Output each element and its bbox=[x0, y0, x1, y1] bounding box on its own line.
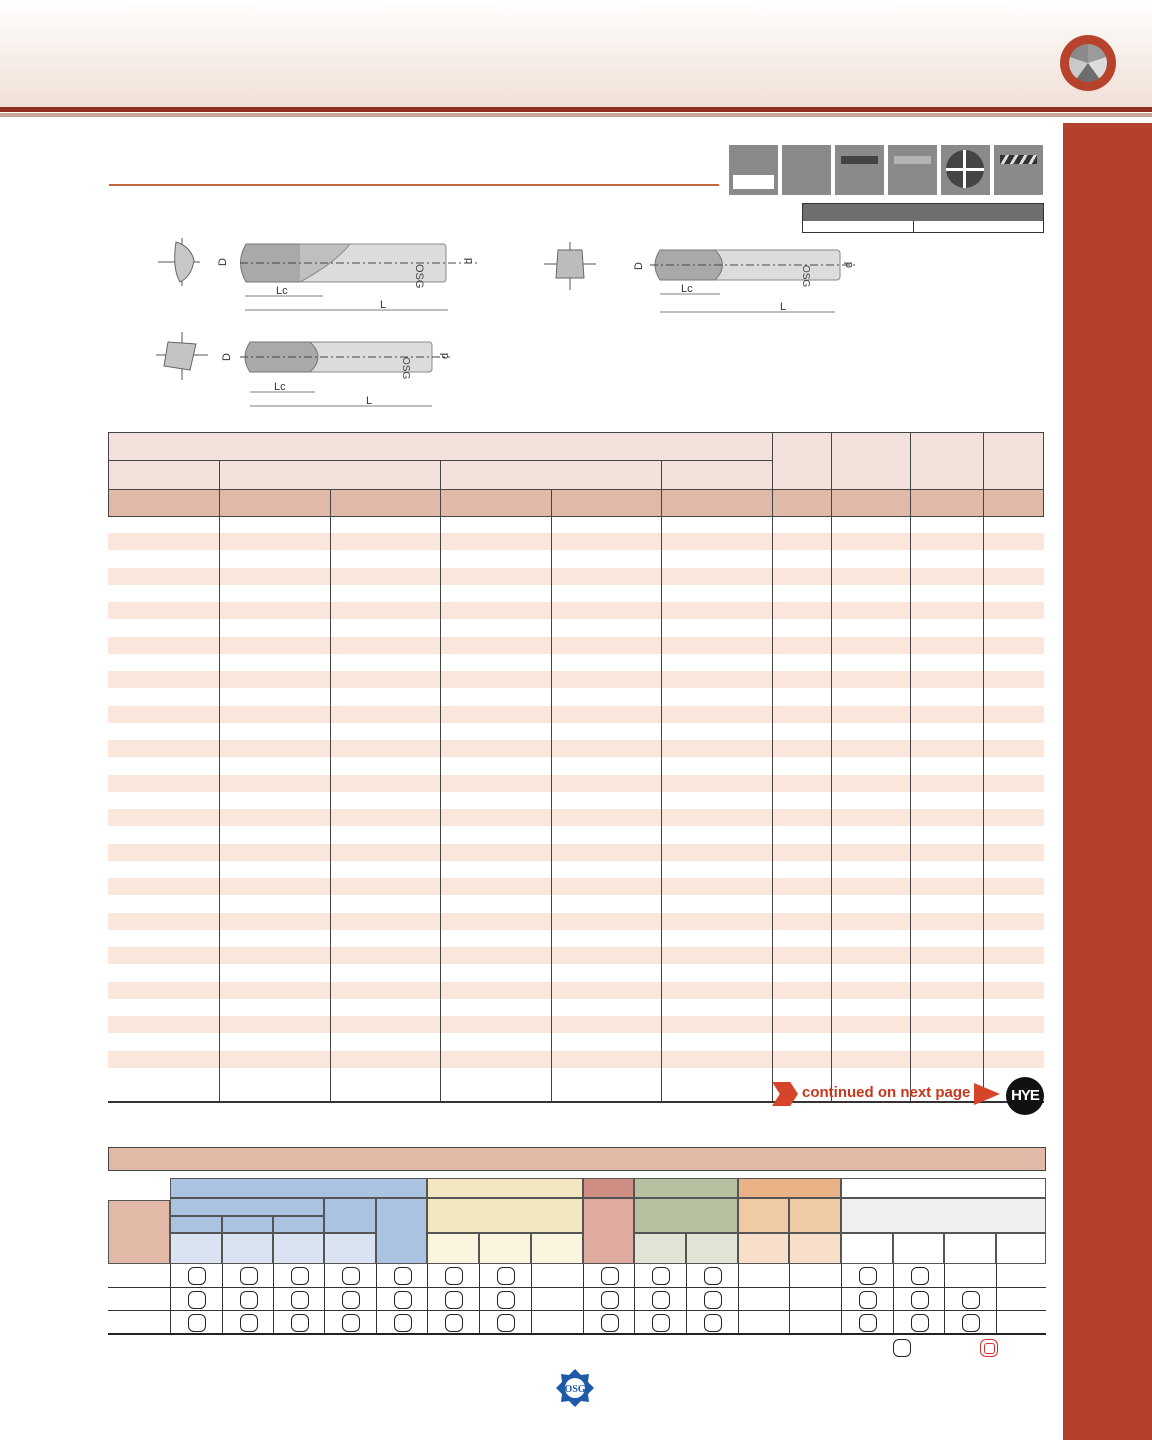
table-row bbox=[108, 706, 1044, 723]
material-cell bbox=[531, 1311, 583, 1335]
material-cell bbox=[841, 1264, 893, 1288]
material-group-cast-iron bbox=[583, 1178, 634, 1198]
material-column-header bbox=[841, 1233, 893, 1264]
table-row bbox=[108, 671, 1044, 688]
dim-L: L bbox=[366, 395, 373, 407]
material-column-header bbox=[170, 1233, 222, 1264]
table-row bbox=[108, 982, 1044, 999]
circle-mark-icon bbox=[497, 1291, 515, 1309]
material-cell bbox=[222, 1264, 273, 1288]
material-subgroup bbox=[427, 1198, 583, 1233]
dim-D: D bbox=[217, 258, 229, 266]
table-column-divider bbox=[330, 489, 331, 1101]
series-badge: HYE bbox=[1006, 1077, 1044, 1115]
material-subgroup bbox=[324, 1198, 376, 1233]
circle-mark-icon bbox=[445, 1267, 463, 1285]
material-cell bbox=[324, 1311, 376, 1335]
material-cell bbox=[944, 1311, 996, 1335]
circle-mark-icon bbox=[859, 1291, 877, 1309]
table-row bbox=[108, 602, 1044, 619]
material-column-header bbox=[944, 1233, 996, 1264]
ball-end-spec-icon bbox=[941, 145, 990, 195]
material-cell bbox=[789, 1288, 841, 1311]
continued-label: continued on next page bbox=[802, 1084, 971, 1101]
material-cell bbox=[841, 1288, 893, 1311]
material-group-steel bbox=[170, 1178, 427, 1198]
circle-mark-icon bbox=[291, 1291, 309, 1309]
material-cell bbox=[738, 1264, 789, 1288]
circle-mark-icon bbox=[652, 1267, 670, 1285]
helix-spec-icon bbox=[994, 145, 1043, 195]
material-cell bbox=[427, 1264, 479, 1288]
material-cell bbox=[583, 1288, 634, 1311]
material-cell bbox=[479, 1311, 531, 1335]
table-column-divider bbox=[661, 460, 662, 1101]
material-cell bbox=[634, 1264, 686, 1288]
table-border bbox=[108, 432, 1044, 433]
section-side-tab bbox=[1063, 123, 1152, 1440]
material-cell bbox=[273, 1288, 324, 1311]
svg-text:OSG: OSG bbox=[564, 1384, 586, 1395]
material-cell bbox=[996, 1288, 1046, 1311]
table-row bbox=[108, 844, 1044, 861]
table-row bbox=[108, 775, 1044, 792]
material-column-header bbox=[789, 1233, 841, 1264]
circle-mark-icon bbox=[445, 1291, 463, 1309]
dim-D: D bbox=[633, 262, 645, 270]
circle-mark-icon bbox=[445, 1314, 463, 1332]
dim-D: D bbox=[221, 353, 233, 361]
circle-mark-icon bbox=[911, 1267, 929, 1285]
tool-drawing-4-flute bbox=[540, 240, 870, 320]
material-column-header bbox=[996, 1233, 1046, 1264]
circle-mark-icon bbox=[911, 1314, 929, 1332]
material-group-hardened bbox=[841, 1178, 1046, 1198]
material-subgroup bbox=[170, 1216, 222, 1233]
material-table-title-bar bbox=[108, 1147, 1046, 1171]
material-subgroup bbox=[222, 1216, 273, 1233]
material-cell bbox=[531, 1288, 583, 1311]
material-cell bbox=[170, 1264, 222, 1288]
circle-mark-icon bbox=[652, 1314, 670, 1332]
material-cell bbox=[222, 1288, 273, 1311]
table-border bbox=[1043, 432, 1044, 516]
material-spec-icon bbox=[782, 145, 831, 195]
circle-mark-icon bbox=[704, 1291, 722, 1309]
circle-mark-icon bbox=[859, 1267, 877, 1285]
table-row bbox=[108, 878, 1044, 895]
light-shank-spec-icon bbox=[888, 145, 937, 195]
material-column-header bbox=[427, 1233, 479, 1264]
tool-drawing-2-flute bbox=[150, 228, 500, 318]
circle-mark-icon bbox=[497, 1314, 515, 1332]
table-border bbox=[108, 432, 109, 516]
circle-mark-icon bbox=[188, 1267, 206, 1285]
brand-mark: OSG bbox=[800, 265, 811, 288]
material-cell bbox=[996, 1264, 1046, 1288]
dim-L: L bbox=[380, 299, 387, 311]
material-cell bbox=[479, 1264, 531, 1288]
table-column-divider bbox=[910, 432, 911, 1101]
table-subheader bbox=[108, 489, 1044, 516]
material-subgroup bbox=[738, 1198, 789, 1233]
circle-mark-icon bbox=[240, 1314, 258, 1332]
material-subgroup bbox=[789, 1198, 841, 1233]
cutting-tool-end-icon bbox=[1060, 35, 1116, 91]
material-table bbox=[108, 1178, 1046, 1334]
brand-mark: OSG bbox=[413, 264, 425, 289]
material-cell bbox=[893, 1264, 944, 1288]
material-cell bbox=[686, 1311, 738, 1335]
circle-mark-icon bbox=[240, 1267, 258, 1285]
material-cell bbox=[170, 1311, 222, 1335]
material-cell bbox=[893, 1311, 944, 1335]
circle-mark-icon bbox=[962, 1291, 980, 1309]
table-column-divider bbox=[219, 489, 220, 1101]
circle-mark-icon bbox=[601, 1291, 619, 1309]
material-column-header bbox=[893, 1233, 944, 1264]
circle-mark-icon bbox=[342, 1267, 360, 1285]
circle-mark-icon bbox=[394, 1314, 412, 1332]
material-column-header bbox=[634, 1233, 686, 1264]
table-bottom-rule bbox=[108, 1101, 1044, 1103]
circle-mark-icon bbox=[704, 1314, 722, 1332]
material-cell bbox=[273, 1264, 324, 1288]
material-header-label-cell bbox=[108, 1200, 170, 1264]
table-column-divider bbox=[440, 460, 441, 1101]
circle-mark-icon bbox=[704, 1267, 722, 1285]
material-column-header bbox=[324, 1233, 376, 1264]
circle-mark-icon bbox=[342, 1314, 360, 1332]
circle-mark-icon bbox=[342, 1291, 360, 1309]
material-column-header bbox=[738, 1233, 789, 1264]
material-cell bbox=[273, 1311, 324, 1335]
tolerance-table bbox=[802, 203, 1044, 233]
circle-mark-icon bbox=[394, 1291, 412, 1309]
circle-mark-icon bbox=[291, 1267, 309, 1285]
material-cell bbox=[222, 1311, 273, 1335]
material-subgroup bbox=[583, 1198, 634, 1264]
circle-mark-icon bbox=[601, 1267, 619, 1285]
circle-mark-icon bbox=[291, 1314, 309, 1332]
material-subgroup bbox=[273, 1216, 324, 1233]
material-cell bbox=[324, 1288, 376, 1311]
dark-shank-spec-icon bbox=[835, 145, 884, 195]
table-row bbox=[108, 568, 1044, 585]
circle-mark-icon bbox=[962, 1314, 980, 1332]
material-column-header bbox=[273, 1233, 324, 1264]
material-subgroup bbox=[634, 1198, 738, 1233]
material-cell bbox=[738, 1311, 789, 1335]
material-column-header bbox=[479, 1233, 531, 1264]
dimension-table bbox=[108, 432, 1044, 1074]
circle-mark-icon bbox=[497, 1267, 515, 1285]
material-cell bbox=[893, 1288, 944, 1311]
material-cell bbox=[944, 1288, 996, 1311]
material-cell bbox=[479, 1288, 531, 1311]
coating-spec-icon bbox=[729, 145, 778, 195]
circle-mark-icon bbox=[652, 1291, 670, 1309]
table-column-divider bbox=[983, 432, 984, 1101]
dim-Lc: Lc bbox=[681, 283, 693, 295]
material-cell bbox=[170, 1288, 222, 1311]
material-subgroup bbox=[376, 1198, 427, 1264]
table-row bbox=[108, 913, 1044, 930]
material-group-heat-resistant bbox=[738, 1178, 841, 1198]
table-row bbox=[108, 1051, 1044, 1068]
table-row bbox=[108, 1016, 1044, 1033]
osg-logo bbox=[555, 1368, 595, 1408]
material-cell bbox=[841, 1311, 893, 1335]
material-group-nonferrous bbox=[634, 1178, 738, 1198]
material-cell bbox=[686, 1264, 738, 1288]
material-column-header bbox=[686, 1233, 738, 1264]
circle-mark-icon bbox=[601, 1314, 619, 1332]
material-cell bbox=[583, 1264, 634, 1288]
material-column-header bbox=[222, 1233, 273, 1264]
double-circle-mark-icon bbox=[980, 1339, 998, 1357]
circle-mark-icon bbox=[188, 1291, 206, 1309]
material-subgroup bbox=[170, 1198, 324, 1216]
dim-Lc: Lc bbox=[276, 285, 288, 297]
material-cell bbox=[531, 1264, 583, 1288]
material-cell bbox=[376, 1288, 427, 1311]
material-column-header bbox=[531, 1233, 583, 1264]
material-table-bottom-rule bbox=[108, 1333, 1046, 1335]
title-underline bbox=[109, 184, 719, 186]
material-cell bbox=[634, 1311, 686, 1335]
circle-mark-icon bbox=[911, 1291, 929, 1309]
material-cell bbox=[738, 1288, 789, 1311]
table-column-divider bbox=[219, 460, 220, 489]
circle-mark-icon bbox=[240, 1291, 258, 1309]
dim-L: L bbox=[780, 301, 787, 313]
table-row bbox=[108, 740, 1044, 757]
table-column-divider bbox=[831, 432, 832, 1101]
table-column-divider bbox=[772, 432, 773, 1101]
tool-drawing-3-flute bbox=[150, 330, 470, 410]
table-row bbox=[108, 637, 1044, 654]
table-border bbox=[108, 516, 1044, 517]
table-row bbox=[108, 533, 1044, 550]
table-column-divider bbox=[551, 489, 552, 1101]
circle-mark-icon bbox=[893, 1339, 911, 1357]
material-cell bbox=[427, 1288, 479, 1311]
material-cell bbox=[376, 1311, 427, 1335]
table-row bbox=[108, 947, 1044, 964]
material-subgroup bbox=[841, 1198, 1046, 1233]
material-cell bbox=[686, 1288, 738, 1311]
material-cell bbox=[427, 1311, 479, 1335]
circle-mark-icon bbox=[188, 1314, 206, 1332]
dim-d: d bbox=[463, 257, 475, 264]
brand-mark: OSG bbox=[400, 357, 411, 380]
circle-mark-icon bbox=[859, 1314, 877, 1332]
header-rule bbox=[0, 107, 1152, 112]
material-cell bbox=[376, 1264, 427, 1288]
dim-d: d bbox=[439, 352, 451, 359]
material-cell bbox=[789, 1311, 841, 1335]
material-cell bbox=[583, 1311, 634, 1335]
table-row bbox=[108, 809, 1044, 826]
material-cell bbox=[634, 1288, 686, 1311]
material-cell bbox=[944, 1264, 996, 1288]
material-group-stainless bbox=[427, 1178, 583, 1198]
circle-mark-icon bbox=[394, 1267, 412, 1285]
dim-Lc: Lc bbox=[274, 381, 286, 393]
material-cell bbox=[996, 1311, 1046, 1335]
material-cell bbox=[324, 1264, 376, 1288]
page-header bbox=[0, 0, 1152, 112]
header-rule-secondary bbox=[0, 113, 1152, 117]
material-cell bbox=[789, 1264, 841, 1288]
dim-d: d bbox=[843, 261, 855, 268]
table-border bbox=[108, 489, 1044, 490]
